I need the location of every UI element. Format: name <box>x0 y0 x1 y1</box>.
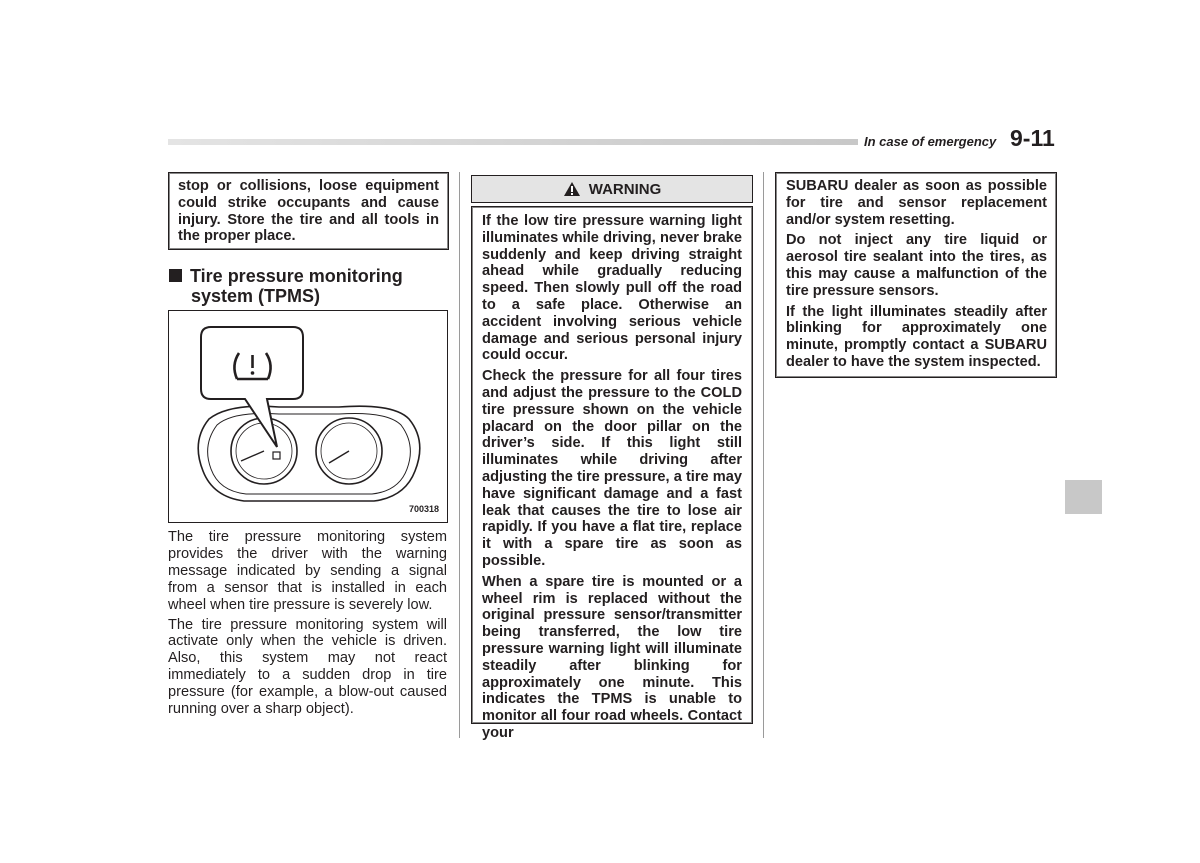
body-paragraph: The tire pressure monitoring system will activate only when the vehicle is driven. Also, this system may not react immediately to a sudden drop in tire pressure (for example, a blow-out caused running over a sharp object). <box>168 616 447 718</box>
page-number: 9-11 <box>1010 125 1055 151</box>
warning-continued-paragraph: Do not inject any tire liquid or aerosol tire sealant into the tires, as this may cause a malfunction of the tire pressure sensors. <box>786 232 1047 299</box>
caution-continued-text: stop or collisions, loose equipment could strike occupants and cause injury. Store the tire and all tools in the proper place. <box>178 178 439 245</box>
warning-paragraph: When a spare tire is mounted or a wheel rim is replaced without the original pressure sensor/transmitter being transferred, the low tire pressure warning light will illuminate steadily after blinking for approximately one minute. This indicates the TPMS is unable to monitor all four road wheels. Contact your <box>482 573 742 741</box>
column-divider-right <box>763 172 764 738</box>
tpms-figure <box>168 310 448 523</box>
warning-continued-paragraph: SUBARU dealer as soon as possible for tire and sensor replacement and/or system resetting. <box>786 178 1047 228</box>
warning-continued-box <box>775 172 1057 378</box>
heading-line2: system (TPMS) <box>191 286 321 306</box>
warning-continued-paragraph: If the light illuminates steadily after blinking for approximately one minute, promptly contact a SUBARU dealer to have the system inspected. <box>786 303 1047 370</box>
chapter-thumb-tab <box>1065 480 1102 514</box>
warning-paragraph: Check the pressure for all four tires and adjust the pressure to the COLD tire pressure shown on the vehicle placard on the door pillar on the driver’s side. If this light still illuminates while driving after adjusting the tire pressure, a tire may have significant damage and a fast leak that causes the tire to lose air rapidly. If you have a flat tire, replace it with a spare tire as soon as possible. <box>482 368 742 569</box>
header-rule <box>168 139 858 145</box>
caution-continued-box <box>168 172 449 250</box>
left-body <box>168 529 447 721</box>
warning-triangle-icon <box>563 181 581 197</box>
warning-title: WARNING <box>588 180 662 198</box>
section-label: In case of emergency <box>864 134 997 149</box>
instrument-cluster-illustration <box>169 311 447 522</box>
figure-code: 700318 <box>408 504 439 514</box>
warning-title-bar <box>471 175 753 203</box>
heading-bullet <box>169 269 182 282</box>
body-paragraph: The tire pressure monitoring system provides the driver with the warning message indicated by sending a signal from a sensor that is installed in each wheel when tire pressure is severely low. <box>168 529 447 613</box>
heading-line1: Tire pressure monitoring <box>190 266 403 286</box>
column-divider-left <box>459 172 460 738</box>
warning-box <box>471 206 753 741</box>
warning-paragraph: If the low tire pressure warning light illuminates while driving, never brake suddenly and keep driving straight ahead while gradually reducing speed. Then slowly pull off the road to a safe place. Otherwise an accident involving serious vehicle damage and serious personal injury could occur. <box>482 213 742 364</box>
section-heading <box>169 266 449 306</box>
